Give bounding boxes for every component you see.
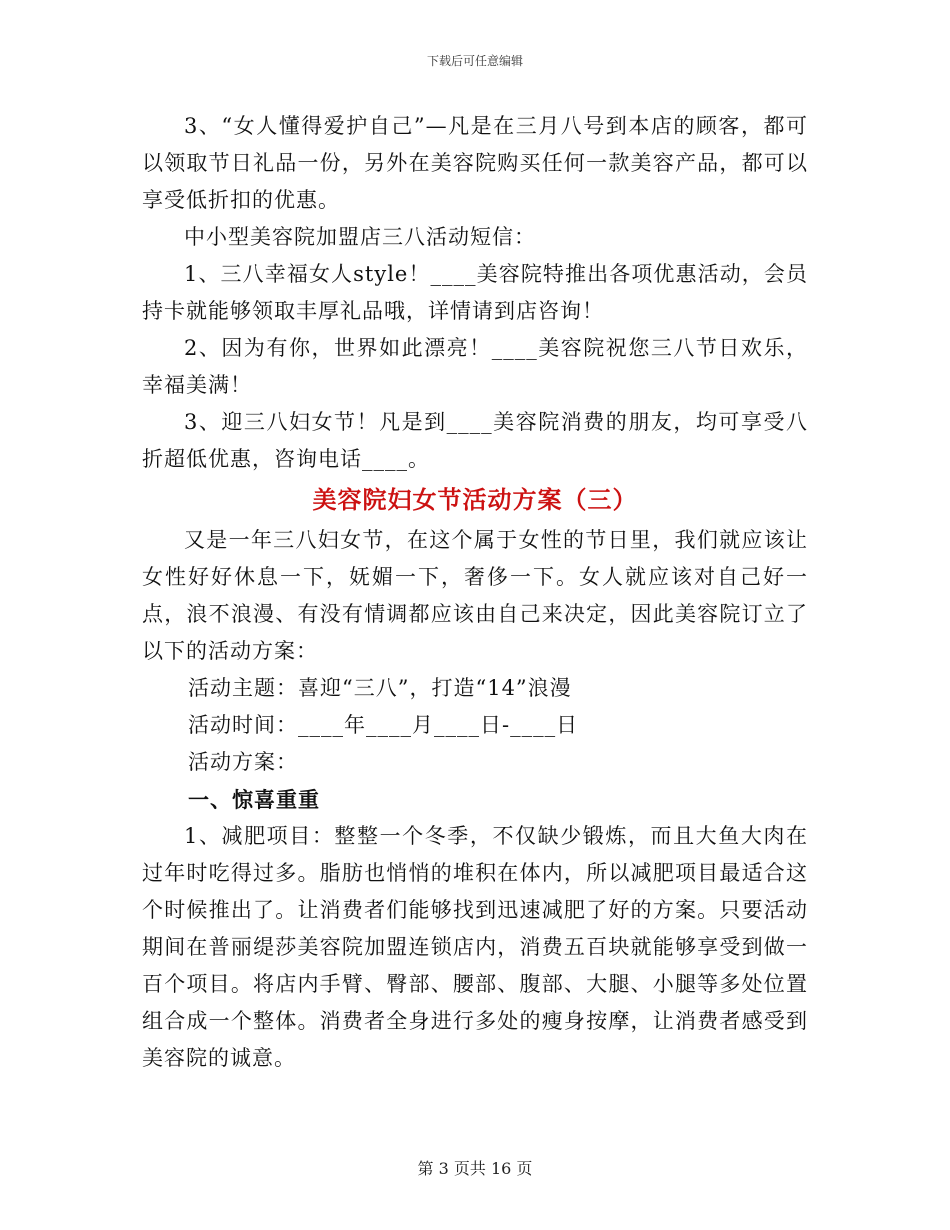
paragraph-time: 活动时间：____年____月____日-____日 [188, 713, 579, 737]
paragraph-women-care: 3、“女人懂得爱护自己”—凡是在三月八号到本店的顾客，都可以领取节日礼品一份，另外在美容院购买任何一款美容产品，都可以享受低折扣的优惠。 [142, 114, 808, 212]
page-footer: 第 3 页共 16 页 [417, 1159, 533, 1178]
paragraph-theme: 活动主题：喜迎“三八”，打造“14”浪漫 [188, 676, 572, 700]
section-title: 美容院妇女节活动方案（三） [312, 485, 638, 514]
section-heading-surprise: 一、惊喜重重 [188, 787, 320, 812]
paragraph-intro: 又是一年三八妇女节，在这个属于女性的节日里，我们就应该让女性好好休息一下，妩媚一下，奢侈一下。女人就应该对自己好一点，浪不浪漫、有没有情调都应该由自己来决定，因此美容院订立了以下的活动方案： [142, 528, 808, 663]
page-header: 下载后可任意编辑 [426, 54, 523, 68]
paragraph-sms-2: 2、因为有你，世界如此漂亮！____美容院祝您三八节日欢乐，幸福美满！ [142, 336, 808, 397]
paragraph-sms-1: 1、三八幸福女人style！____美容院特推出各项优惠活动，会员持卡就能够领取丰厚礼品哦，详情请到店咨询！ [142, 262, 808, 323]
paragraph-sms-intro: 中小型美容院加盟店三八活动短信： [184, 225, 536, 249]
document-body [142, 108, 808, 1077]
paragraph-slimming: 1、减肥项目：整整一个冬季，不仅缺少锻炼，而且大鱼大肉在过年时吃得过多。脂肪也悄悄的堆积在体内，所以减肥项目最适合这个时候推出了。让消费者们能够找到迅速减肥了好的方案。只要活动期间在普丽缇莎美容院加盟连锁店内，消费五百块就能够享受到做一百个项目。将店内手臂、臀部、腰部、腹部、大腿、小腿等多处位置组合成一个整体。消费者全身进行多处的瘦身按摩，让消费者感受到美容院的诚意。 [142, 824, 808, 1070]
paragraph-plan-label: 活动方案： [188, 750, 298, 774]
paragraph-sms-3: 3、迎三八妇女节！凡是到____美容院消费的朋友，均可享受八折超低优惠，咨询电话____。 [142, 410, 808, 471]
